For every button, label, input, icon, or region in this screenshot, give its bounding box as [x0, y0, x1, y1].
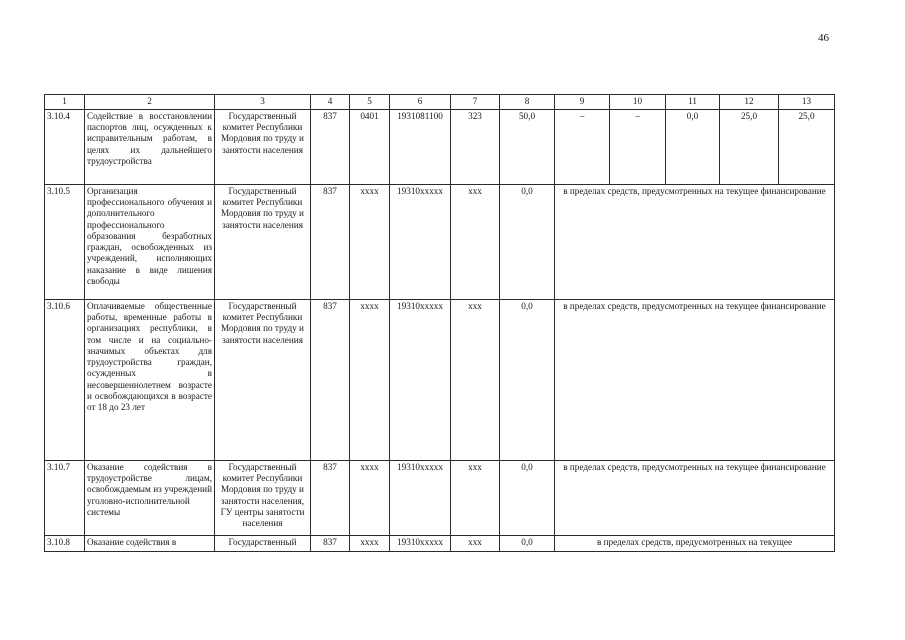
- column-header: 3: [215, 95, 311, 110]
- table-row: [45, 185, 835, 300]
- cell-col7: ххх: [451, 536, 500, 552]
- cell-col6: 19310ххххх: [390, 185, 451, 300]
- item-number: 3.10.7: [45, 461, 85, 536]
- cell-col7: ххх: [451, 185, 500, 300]
- cell-col11: 0,0: [666, 110, 720, 185]
- cell-col5: 0401: [350, 110, 390, 185]
- cell-col9: –: [555, 110, 610, 185]
- item-name: Оказание содействия в трудоустройстве лицам, освобождаемым из учреждений уголовно-исполнительной системы: [85, 461, 215, 536]
- column-header: 5: [350, 95, 390, 110]
- table-row: [45, 110, 835, 185]
- column-header: 8: [500, 95, 555, 110]
- cell-col8: 0,0: [500, 300, 555, 461]
- cell-col6: 19310ххххх: [390, 300, 451, 461]
- column-header: 11: [666, 95, 720, 110]
- item-number: 3.10.5: [45, 185, 85, 300]
- cell-col6: 1931081100: [390, 110, 451, 185]
- funding-note: в пределах средств, предусмотренных на текущее финансирование: [555, 185, 835, 300]
- column-header: 7: [451, 95, 500, 110]
- item-name: Оказание содействия в: [85, 536, 215, 552]
- cell-col4: 837: [311, 185, 350, 300]
- table-header-row: [45, 95, 835, 110]
- cell-col8: 0,0: [500, 185, 555, 300]
- cell-col5: хххх: [350, 461, 390, 536]
- item-executor: Государственный комитет Республики Мордовия по труду и занятости населения: [215, 110, 311, 185]
- item-executor: Государственный комитет Республики Мордовия по труду и занятости населения: [215, 185, 311, 300]
- column-header: 12: [720, 95, 779, 110]
- column-header: 9: [555, 95, 610, 110]
- column-header: 10: [610, 95, 666, 110]
- table-row: [45, 300, 835, 461]
- cell-col13: 25,0: [779, 110, 835, 185]
- cell-col7: ххх: [451, 461, 500, 536]
- column-header: 1: [45, 95, 85, 110]
- column-header: 2: [85, 95, 215, 110]
- column-header: 13: [779, 95, 835, 110]
- cell-col8: 0,0: [500, 536, 555, 552]
- cell-col10: –: [610, 110, 666, 185]
- cell-col6: 19310ххххх: [390, 461, 451, 536]
- item-executor: Государственный: [215, 536, 311, 552]
- item-name: Оплачиваемые общественные работы, временные работы в организациях республики, в том числе и на социально-значимых объектах для трудоустройства граждан, осужденных в несовершеннолетнем возрасте и освобождающихся в возрасте от 18 до 23 лет: [85, 300, 215, 461]
- cell-col5: хххх: [350, 536, 390, 552]
- column-header: 6: [390, 95, 451, 110]
- cell-col8: 50,0: [500, 110, 555, 185]
- item-number: 3.10.6: [45, 300, 85, 461]
- cell-col4: 837: [311, 300, 350, 461]
- column-header: 4: [311, 95, 350, 110]
- cell-col5: хххх: [350, 185, 390, 300]
- page-number: 46: [818, 32, 829, 44]
- funding-note: в пределах средств, предусмотренных на текущее: [555, 536, 835, 552]
- table-row: [45, 536, 835, 552]
- cell-col7: ххх: [451, 300, 500, 461]
- cell-col4: 837: [311, 461, 350, 536]
- funding-note: в пределах средств, предусмотренных на текущее финансирование: [555, 461, 835, 536]
- cell-col6: 19310ххххх: [390, 536, 451, 552]
- item-name: Организация профессионального обучения и дополнительного профессионального образования безработных граждан, освобожденных из учреждений, исполняющих наказание в виде лишения свободы: [85, 185, 215, 300]
- table-row: [45, 461, 835, 536]
- item-executor: Государственный комитет Республики Мордовия по труду и занятости населения, ГУ центры занятости населения: [215, 461, 311, 536]
- cell-col7: 323: [451, 110, 500, 185]
- financing-table: [44, 94, 835, 552]
- funding-note: в пределах средств, предусмотренных на текущее финансирование: [555, 300, 835, 461]
- cell-col5: хххх: [350, 300, 390, 461]
- cell-col4: 837: [311, 536, 350, 552]
- cell-col12: 25,0: [720, 110, 779, 185]
- item-name: Содействие в восстановлении паспортов лиц, осужденных к исправительным работам, в целях их дальнейшего трудоустройства: [85, 110, 215, 185]
- item-number: 3.10.4: [45, 110, 85, 185]
- item-number: 3.10.8: [45, 536, 85, 552]
- cell-col8: 0,0: [500, 461, 555, 536]
- cell-col4: 837: [311, 110, 350, 185]
- item-executor: Государственный комитет Республики Мордовия по труду и занятости населения: [215, 300, 311, 461]
